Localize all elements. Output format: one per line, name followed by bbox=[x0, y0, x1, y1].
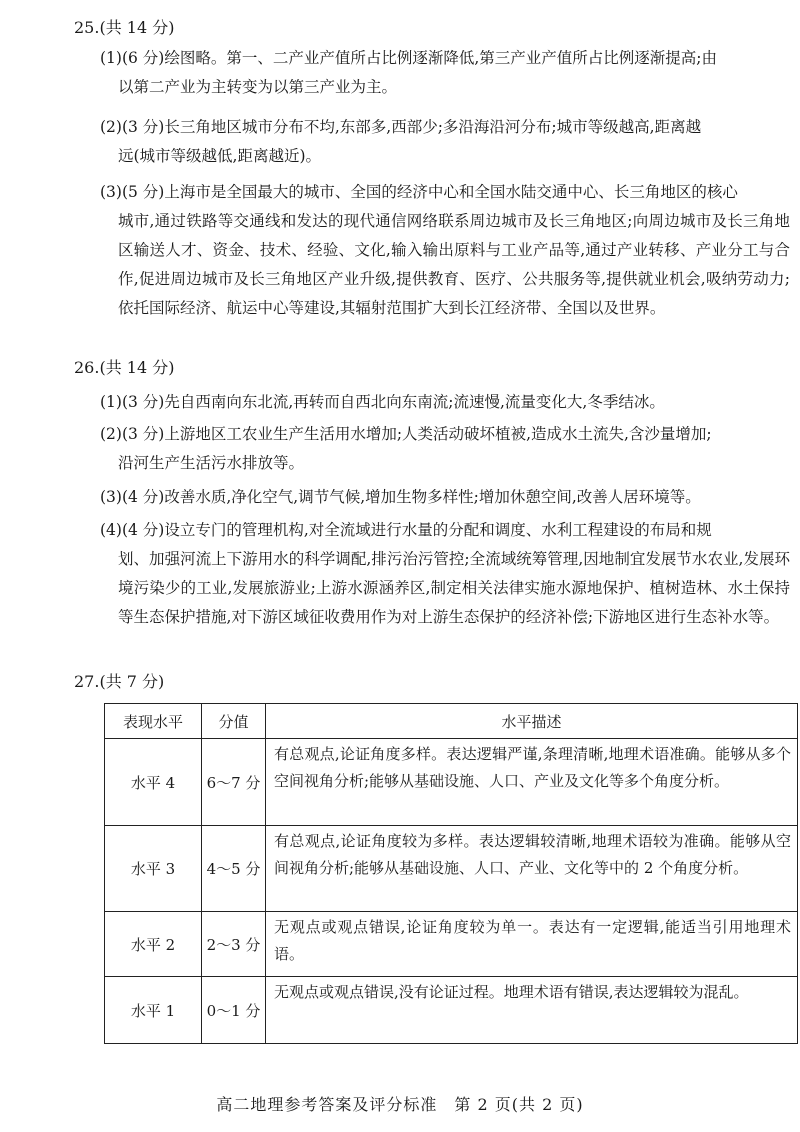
q26-item-1-first: (1)(3 分)先自西南向东北流,再转而自西北向东南流;流速慢,流量变化大,冬季结冰。 bbox=[100, 393, 665, 411]
table-row bbox=[105, 977, 798, 1044]
score-cell: 2～3 分 bbox=[202, 912, 266, 977]
description-cell: 无观点或观点错误,论证角度较为单一。表达有一定逻辑,能适当引用地理术语。 bbox=[266, 912, 798, 977]
q27-heading: 27.(共 7 分) bbox=[74, 672, 165, 691]
level-cell: 水平 3 bbox=[105, 826, 202, 912]
header-level: 表现水平 bbox=[105, 704, 202, 739]
level-cell: 水平 2 bbox=[105, 912, 202, 977]
table-row bbox=[105, 912, 798, 977]
q25-item-3 bbox=[100, 178, 790, 323]
q25-heading: 25.(共 14 分) bbox=[74, 18, 175, 37]
q26-item-3 bbox=[100, 483, 790, 512]
q26-item-2-rest: 沿河生产生活污水排放等。 bbox=[118, 454, 305, 472]
q25-item-2-first: (2)(3 分)长三角地区城市分布不均,东部多,西部少;多沿海沿河分布;城市等级越高,距离越 bbox=[100, 118, 702, 136]
q26-heading: 26.(共 14 分) bbox=[74, 358, 175, 377]
q25-item-2 bbox=[100, 113, 790, 171]
q25-item-3-rest: 城市,通过铁路等交通线和发达的现代通信网络联系周边城市及长三角地区;向周边城市及长三角地区输送人才、资金、技术、经验、文化,输入输出原料与工业产品等,通过产业转移、产业分工与合作,促进周边城市及长三角地区产业升级,提供教育、医疗、公共服务等,提供就业机会,吸纳劳动力;依托国际经济、航运中心等建设,其辐射范围扩大到长江经济带、全国以及世界。 bbox=[118, 212, 790, 317]
table-header-row bbox=[105, 704, 798, 739]
q25-item-3-first: (3)(5 分)上海市是全国最大的城市、全国的经济中心和全国水陆交通中心、长三角地区的核心 bbox=[100, 183, 738, 201]
table-row bbox=[105, 826, 798, 912]
q25-item-1 bbox=[100, 44, 790, 102]
q26-item-1 bbox=[100, 388, 790, 417]
score-cell: 6～7 分 bbox=[202, 739, 266, 826]
q26-item-4-rest: 划、加强河流上下游用水的科学调配,排污治污管控;全流域统筹管理,因地制宜发展节水农业,发展环境污染少的工业,发展旅游业;上游水源涵养区,制定相关法律实施水源地保护、植树造林、水土保持等生态保护措施,对下游区域征收费用作为对上游生态保护的经济补偿;下游地区进行生态补水等。 bbox=[118, 550, 790, 626]
q25-item-1-first: (1)(6 分)绘图略。第一、二产业产值所占比例逐渐降低,第三产业产值所占比例逐渐提高;由 bbox=[100, 49, 717, 67]
scoring-table bbox=[104, 703, 798, 1044]
description-cell: 无观点或观点错误,没有论证过程。地理术语有错误,表达逻辑较为混乱。 bbox=[266, 977, 798, 1044]
q26-item-2-first: (2)(3 分)上游地区工农业生产生活用水增加;人类活动破坏植被,造成水土流失,含沙量增加; bbox=[100, 425, 712, 443]
page-footer: 高二地理参考答案及评分标准 第 2 页(共 2 页) bbox=[216, 1095, 584, 1114]
level-cell: 水平 1 bbox=[105, 977, 202, 1044]
q26-item-4 bbox=[100, 516, 790, 632]
q26-item-4-first: (4)(4 分)设立专门的管理机构,对全流域进行水量的分配和调度、水利工程建设的布局和规 bbox=[100, 521, 712, 539]
q25-item-2-rest: 远(城市等级越低,距离越近)。 bbox=[118, 147, 322, 165]
q26-item-3-first: (3)(4 分)改善水质,净化空气,调节气候,增加生物多样性;增加休憩空间,改善人居环境等。 bbox=[100, 488, 701, 506]
header-score: 分值 bbox=[202, 704, 266, 739]
description-cell: 有总观点,论证角度较为多样。表达逻辑较清晰,地理术语较为准确。能够从空间视角分析;能够从基础设施、人口、产业、文化等中的 2 个角度分析。 bbox=[266, 826, 798, 912]
q25-item-1-rest: 以第二产业为主转变为以第三产业为主。 bbox=[118, 78, 398, 96]
score-cell: 4～5 分 bbox=[202, 826, 266, 912]
table-row bbox=[105, 739, 798, 826]
description-cell: 有总观点,论证角度多样。表达逻辑严谨,条理清晰,地理术语准确。能够从多个空间视角分析;能够从基础设施、人口、产业及文化等多个角度分析。 bbox=[266, 739, 798, 826]
header-description: 水平描述 bbox=[266, 704, 798, 739]
score-cell: 0～1 分 bbox=[202, 977, 266, 1044]
q26-item-2 bbox=[100, 420, 790, 478]
level-cell: 水平 4 bbox=[105, 739, 202, 826]
